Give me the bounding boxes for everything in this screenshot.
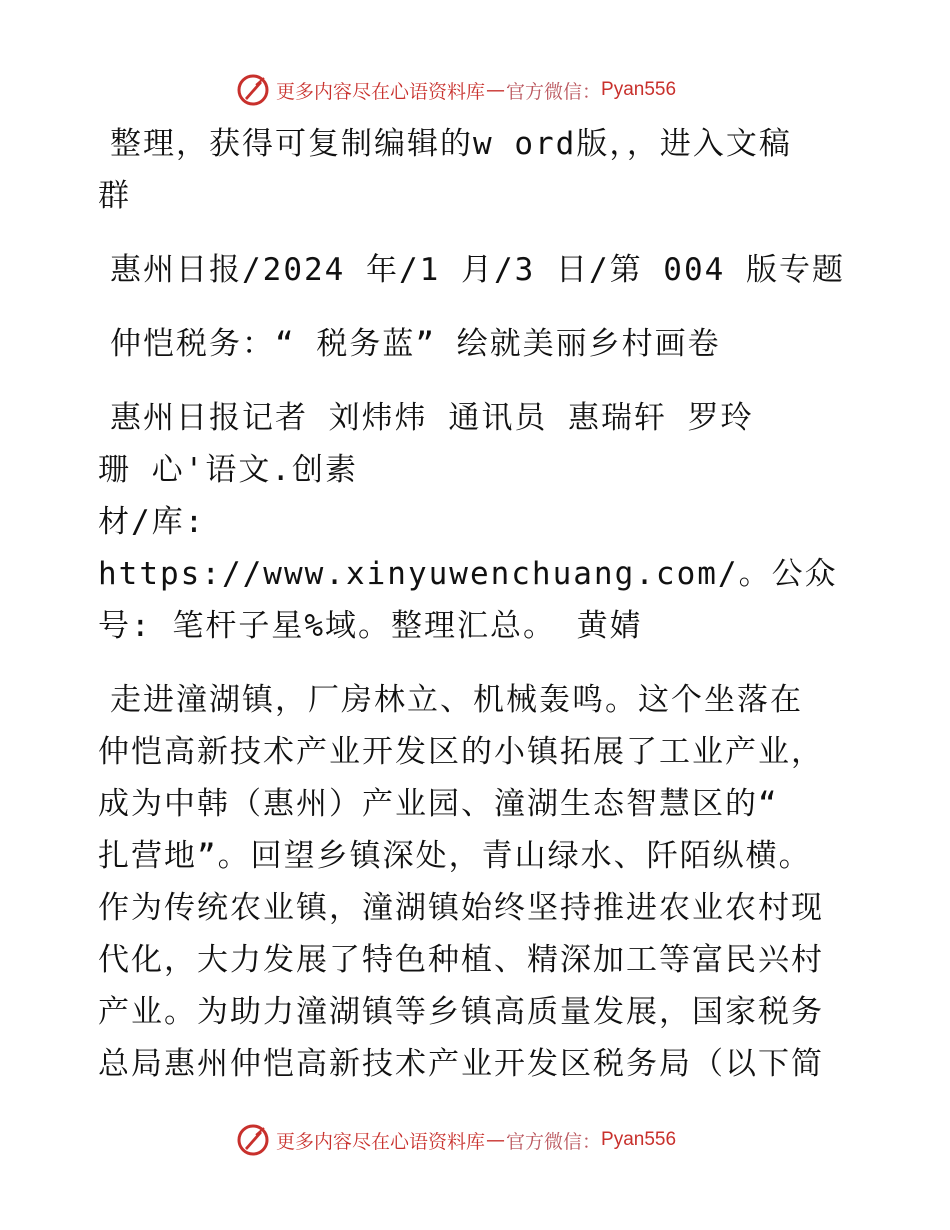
body-line: 总局惠州仲恺高新技术产业开发区税务局（以下简 (98, 1046, 824, 1082)
watermark-site-text: 更多内容尽在心语资料库 (276, 80, 486, 103)
body-line: 仲恺高新技术产业开发区的小镇拓展了工业产业， (98, 734, 824, 770)
byline-continued: 材/库: https://www.xinyuwenchuang.com/。公众 (98, 504, 838, 592)
source-line: 惠州日报/2024 年/1 月/3 日/第 004 版专题 (110, 252, 845, 288)
body-line: 代化，大力发展了特色种植、精深加工等富民兴村 (98, 942, 824, 978)
body-line: 成为中韩（惠州）产业园、潼湖生态智慧区的“ (98, 786, 779, 822)
body-line: 走进潼湖镇，厂房林立、机械轰鸣。这个坐落在 (110, 682, 803, 718)
feather-pen-logo-icon (236, 1123, 270, 1157)
watermark-site-text: 更多内容尽在心语资料库 (276, 1130, 486, 1153)
intro-line-continued: 群 (98, 178, 131, 214)
watermark-account-label: 官方微信： (506, 80, 602, 103)
byline-continued: 号: 笔杆子星%域。整理汇总。 黄婧 (98, 608, 643, 644)
watermark-dash: — (486, 79, 506, 101)
watermark-footer (236, 1123, 676, 1157)
document-body (98, 118, 858, 1090)
feather-pen-logo-icon (236, 73, 270, 107)
watermark-header (236, 73, 676, 107)
article-headline: 仲恺税务：“ 税务蓝” 绘就美丽乡村画卷 (110, 326, 721, 362)
body-line: 产业。为助力潼湖镇等乡镇高质量发展，国家税务 (98, 994, 824, 1030)
byline: 惠州日报记者 刘炜炜 通讯员 惠瑞轩 罗玲 (110, 400, 754, 436)
watermark-dash: — (486, 1129, 506, 1151)
watermark-account-label: 官方微信： (506, 1130, 602, 1153)
watermark-account-id: Pyan556 (601, 1129, 677, 1150)
byline-continued: 珊 心'语文.创素 (98, 452, 358, 488)
intro-line: 整理，获得可复制编辑的w ord版，，进入文稿 (110, 126, 792, 162)
body-line: 作为传统农业镇，潼湖镇始终坚持推进农业农村现 (98, 890, 824, 926)
body-line: 扎营地”。回望乡镇深处，青山绿水、阡陌纵横。 (98, 838, 812, 874)
watermark-account-id: Pyan556 (601, 79, 677, 100)
